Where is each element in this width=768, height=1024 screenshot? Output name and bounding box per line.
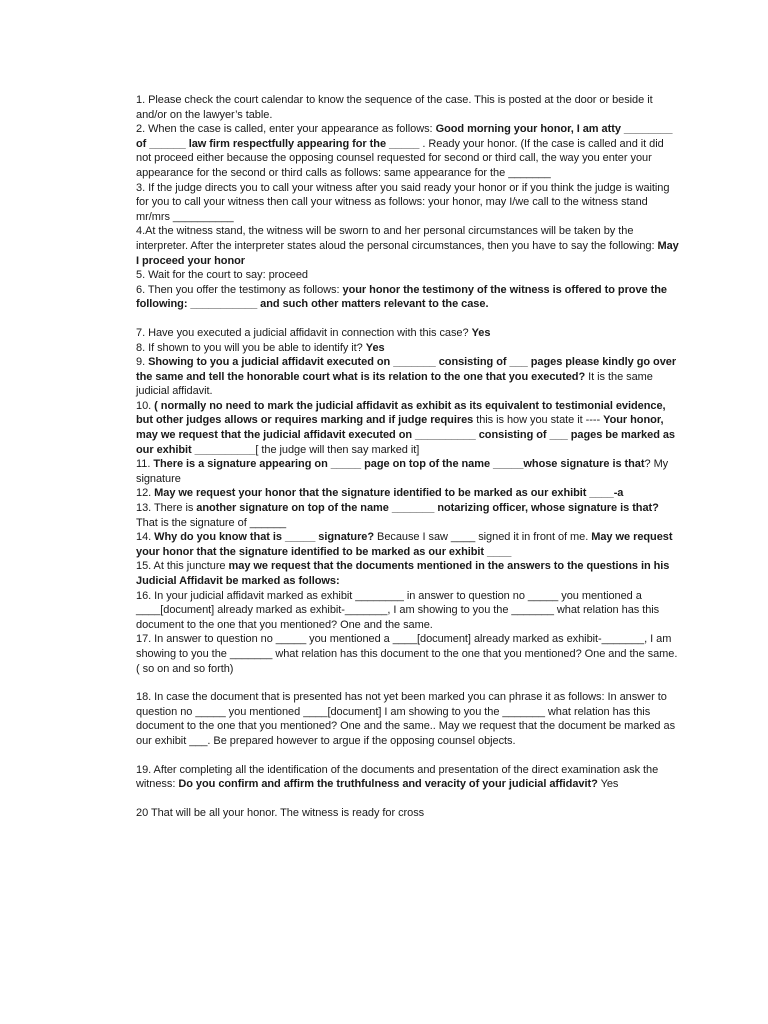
step-10-text: this is how you state it ----: [473, 414, 604, 427]
step-2: [136, 122, 681, 180]
step-4-text: 4.At the witness stand, the witness will be sworn to and her personal circumstances will be taken by the interpreter. After the interpreter states aloud the personal circumstances, then you have to say the following:: [136, 225, 658, 252]
step-16: [136, 589, 681, 633]
step-9: [136, 355, 681, 399]
step-11-number: 11.: [136, 458, 154, 471]
step-13-bold: another signature on top of the name _______ notarizing officer, whose signature is that?: [196, 502, 659, 515]
step-4-bold: May I proceed your honor: [136, 239, 679, 267]
step-1-text: 1. Please check the court calendar to know the sequence of the case. This is posted at the door or beside it and/or on the lawyer’s table.: [136, 94, 653, 121]
step-12-number: 12.: [136, 487, 155, 500]
step-15-text: 15. At this juncture: [136, 560, 229, 573]
step-19-answer: Yes: [597, 778, 619, 791]
step-20-text: 20 That will be all your honor. The witness is ready for cross: [136, 806, 425, 819]
step-17: [136, 632, 681, 676]
step-19: [136, 763, 681, 792]
step-3: [136, 181, 681, 225]
step-3-text: 3. If the judge directs you to call your witness after you said ready your honor or if you think the judge is waiting for you to call your witness then call your witness as follows: your honor, may I/we call to the witness stand mr/mrs __________: [136, 181, 670, 223]
step-11-answer: ? My signature: [136, 458, 669, 485]
step-15-bold: may we request that the documents mentioned in the answers to the questions in his Judicial Affidavit be marked as follows:: [136, 560, 670, 587]
step-9-bold: Showing to you a judicial affidavit executed on _______ consisting of ___ pages please kindly go over the same and tell the honorable court what is its relation to the one that you executed?: [136, 356, 677, 383]
step-2-text: 2. When the case is called, enter your appearance as follows:: [136, 123, 436, 136]
step-2-bold: Good morning your honor, I am atty ________ of ______ law firm respectfully appearing for the _____: [136, 123, 673, 150]
step-14: [136, 530, 681, 559]
step-19-text: 19. After completing all the identification of the documents and presentation of the direct examination ask the witness:: [136, 763, 659, 791]
step-13: [136, 501, 681, 530]
step-10-bold-note: ( normally no need to mark the judicial affidavit as exhibit as its equivalent to testimonial evidence, but other judges allows or requires marking and if judge requires: [136, 399, 666, 427]
step-4: [136, 224, 681, 268]
step-2-text-cont: . Ready your honor. (If the case is called and it did not proceed either because the opposing counsel requested for second or third call, the way you enter your appearance for the second or third calls as follows: same appearance for the _______: [136, 137, 664, 179]
step-7: [136, 326, 681, 341]
step-10-note: [ the judge will then say marked it]: [255, 443, 420, 456]
step-7-text: 7. Have you executed a judicial affidavit in connection with this case?: [136, 326, 472, 339]
step-6-text: 6. Then you offer the testimony as follows:: [136, 283, 343, 296]
step-14-answer: Because I saw ____ signed it in front of me.: [374, 531, 592, 544]
step-8-answer: Yes: [365, 341, 385, 354]
step-14-number: 14.: [136, 531, 155, 544]
step-5-text: 5. Wait for the court to say: proceed: [136, 269, 308, 282]
step-20: [136, 806, 681, 821]
step-14-bold-question: Why do you know that is _____ signature?: [154, 531, 375, 544]
step-10-number: 10.: [136, 399, 155, 412]
step-18: [136, 690, 681, 748]
step-17-text: 17. In answer to question no _____ you mentioned a ____[document] already marked as exhibit-_______, I am showing to you the _______ what relation has this document to the one that you mentioned? One and the same. ( so on and so forth): [136, 633, 678, 675]
step-16-text: 16. In your judicial affidavit marked as exhibit ________ in answer to question no _____ you mentioned a ____[document] already marked as exhibit-_______, I am showing to you the _______ what relation has this document to the one that you mentioned? One and the same.: [136, 589, 660, 631]
step-8: [136, 341, 681, 356]
step-10: [136, 399, 681, 457]
step-12: [136, 486, 681, 501]
step-10-bold-request: Your honor, may we request that the judicial affidavit executed on __________ consisting of ___ pages be marked as our exhibit __________: [136, 414, 676, 456]
step-9-answer: It is the same judicial affidavit.: [136, 370, 653, 398]
step-13-text: 13. There is: [136, 502, 197, 515]
step-11: [136, 457, 681, 486]
step-15: [136, 559, 681, 588]
step-13-answer: That is the signature of ______: [136, 516, 287, 529]
step-7-answer: Yes: [471, 326, 491, 339]
step-12-bold: May we request your honor that the signature identified to be marked as our exhibit ____-a: [154, 487, 624, 500]
step-6: [136, 283, 681, 312]
step-8-text: 8. If shown to you will you be able to identify it?: [136, 341, 366, 354]
step-14-bold-request: May we request your honor that the signature identified to be marked as our exhibit ____: [136, 531, 673, 558]
step-5: [136, 268, 681, 283]
step-11-bold: There is a signature appearing on _____ page on top of the name _____whose signature is that: [153, 458, 645, 471]
document-body: [136, 93, 681, 820]
step-6-bold: your honor the testimony of the witness is offered to prove the following: ___________ and such other matters relevant to the case.: [136, 283, 667, 311]
step-19-bold: Do you confirm and affirm the truthfulness and veracity of your judicial affidavit?: [178, 778, 598, 791]
step-18-text: 18. In case the document that is presented has not yet been marked you can phrase it as follows: In answer to question no _____ you mentioned ____[document] I am showing to you the _______ what relation has this document to the one that you mentioned? One and the same.. May we request that the document be marked as our exhibit ___. Be prepared however to argue if the opposing counsel objects.: [136, 691, 676, 747]
step-1: [136, 93, 681, 122]
step-9-number: 9.: [136, 356, 149, 369]
